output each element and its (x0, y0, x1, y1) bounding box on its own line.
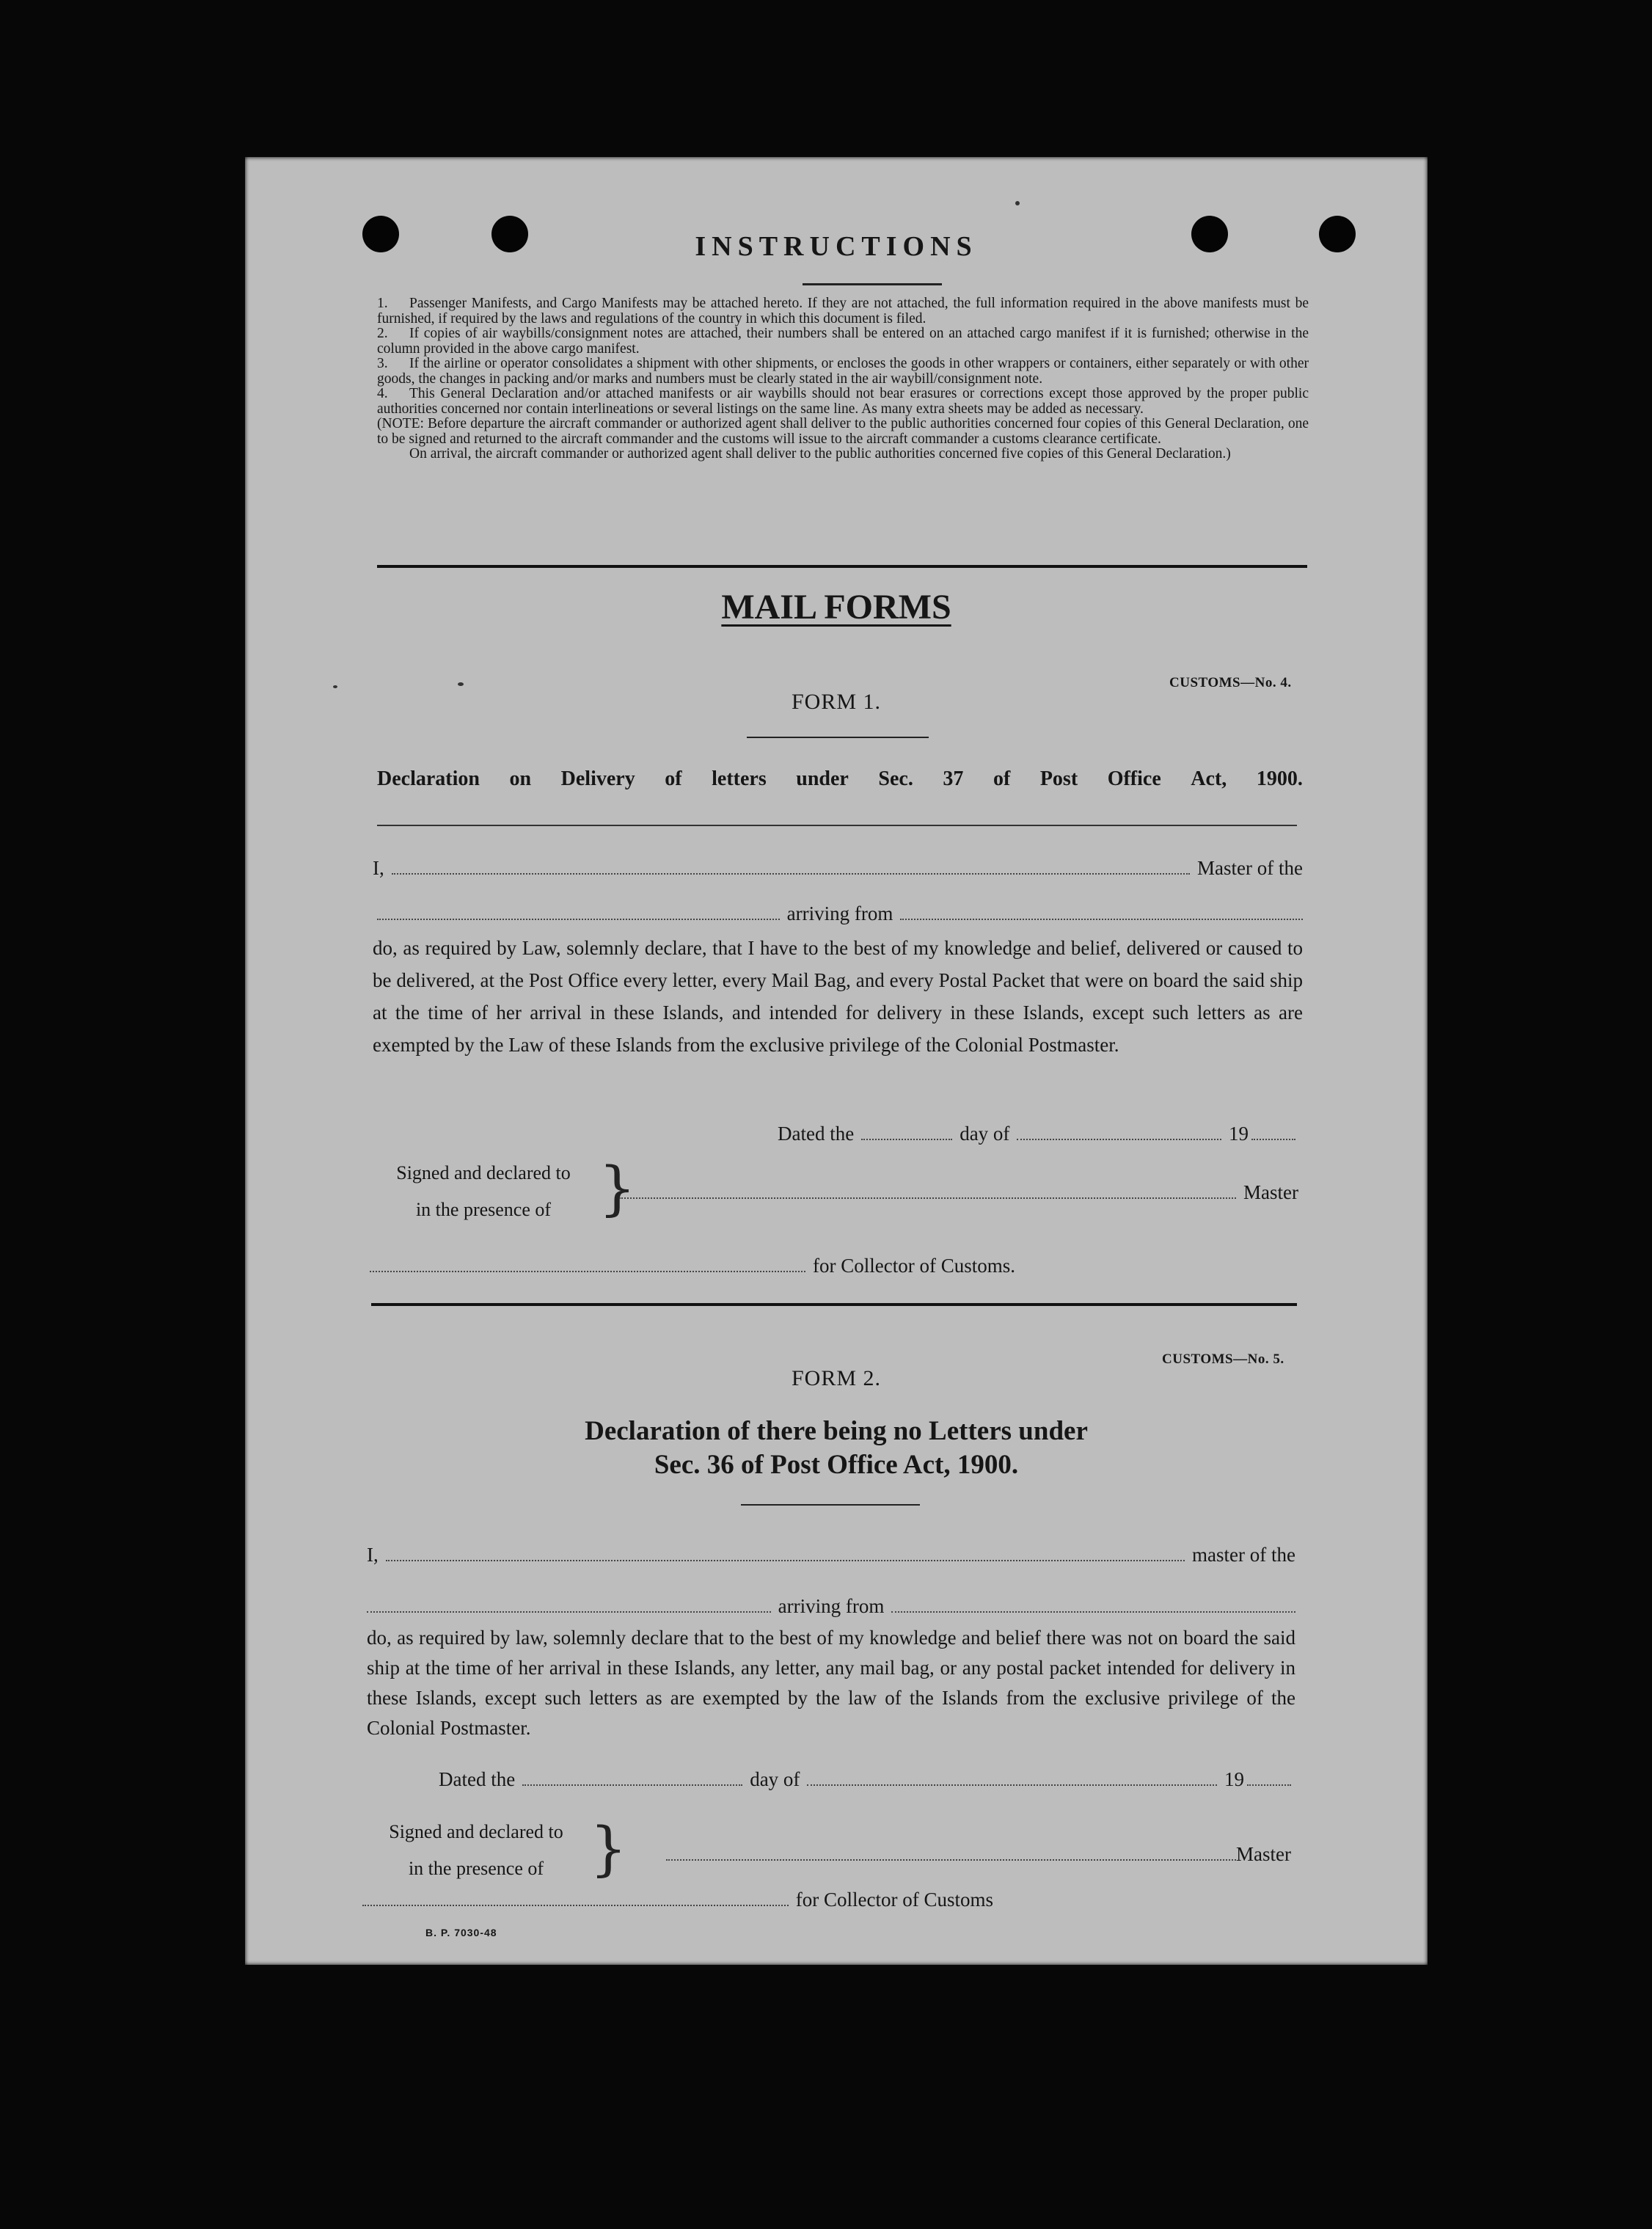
section-divider (377, 565, 1307, 568)
instruction-note-arrival: On arrival, the aircraft commander or authorized agent shall deliver to the public authorities concerned five copies of this General Declaration.) (409, 446, 1231, 462)
form1-declaration-heading: Declaration on Delivery of letters under Sec. 37 of Post Office Act, 1900. (377, 767, 1303, 790)
instruction-item: 4. This General Declaration and/or attached manifests or air waybills should not bear erasures or corrections except those approved by the proper public authorities concerned nor contain interlineations or several listings on the same line. As many extra sheets may be added as necessary. (377, 386, 1309, 417)
mail-forms-title: MAIL FORMS (721, 588, 951, 627)
master-name-field[interactable] (386, 1545, 1185, 1561)
dated-year-field[interactable] (1247, 1770, 1291, 1786)
form2-title-rule (741, 1504, 920, 1506)
dated-day-field[interactable] (522, 1770, 742, 1786)
instructions-underline (803, 283, 942, 285)
specks (333, 685, 337, 688)
specks (1015, 201, 1020, 205)
form1-master-signature-line: Master (612, 1181, 1298, 1204)
master-signature-field[interactable] (666, 1845, 1236, 1861)
collector-signature-field[interactable] (362, 1890, 789, 1906)
instructions-list (377, 296, 1309, 462)
brace: } (590, 1814, 627, 1883)
form1-customs-number: CUSTOMS—No. 4. (1169, 675, 1292, 690)
instruction-item: 1. Passenger Manifests, and Cargo Manifests may be attached hereto. If they are not attached, the full information required in the above manifests must be furnished, if required by the laws and regulations of the country in which this document is filed. (377, 296, 1309, 326)
ship-name-field[interactable] (377, 904, 780, 920)
form1-master-line: I, Master of the (373, 857, 1303, 879)
form1-title: FORM 1. (791, 690, 882, 714)
form2-signed-label: Signed and declared to in the presence of (389, 1821, 563, 1879)
master-signature-field[interactable] (619, 1183, 1236, 1199)
arriving-from-field[interactable] (900, 904, 1303, 920)
form1-title-rule (747, 737, 929, 738)
form2-dated-line: Dated the day of 19 (439, 1768, 1291, 1791)
form2-body: do, as required by law, solemnly declare that to the best of my knowledge and belief there was not on board the said ship at the time of her arrival in these Islands, any letter, any mail bag, or any postal packet intended for delivery in these Islands, except such letters as are exempted by the law of the Islands from the exclusive privilege of the Colonial Postmaster. (367, 1627, 1295, 1739)
form1-arriving-line: arriving from (377, 902, 1303, 925)
form2-customs-number: CUSTOMS—No. 5. (1162, 1351, 1284, 1367)
document-page (245, 157, 1428, 1965)
arriving-from-field[interactable] (891, 1597, 1295, 1613)
master-name-field[interactable] (392, 858, 1190, 875)
form1-signed-label: Signed and declared to in the presence of (396, 1162, 571, 1220)
dated-month-field[interactable] (1017, 1124, 1221, 1140)
form1-collector-line: for Collector of Customs. (370, 1255, 1015, 1277)
instruction-item: 3. If the airline or operator consolidates a shipment with other shipments, or encloses the goods in other wrappers or containers, either separately or with other goods, the changes in packing and/or marks and numbers must be clearly stated in the air waybill/consignment note. (377, 356, 1309, 387)
form1-dated-line: Dated the day of 19 (778, 1123, 1295, 1145)
form2-master-line: I, master of the (367, 1544, 1295, 1566)
form1-body: do, as required by Law, solemnly declare, that I have to the best of my knowledge and belief, delivered or caused to be delivered, at the Post Office every letter, every Mail Bag, and every Postal Packet that were on board the said ship at the time of her arrival in these Islands, and intended for delivery in these Islands, except such letters as are exempted by the Law of these Islands from the exclusive privilege of the Colonial Postmaster. (373, 937, 1303, 1056)
dated-day-field[interactable] (861, 1124, 952, 1140)
dated-month-field[interactable] (807, 1770, 1217, 1786)
form2-declaration-heading: Declaration of there being no Letters under Sec. 36 of Post Office Act, 1900. (585, 1416, 1088, 1480)
instruction-note: (NOTE: Before departure the aircraft commander or authorized agent shall deliver to the public authorities concerned four copies of this General Declaration, one to be signed and returned to the aircraft commander and the customs will issue to the aircraft commander a customs clearance certificate. (377, 416, 1309, 447)
instructions-title: INSTRUCTIONS (695, 231, 978, 262)
print-code: B. P. 7030-48 (425, 1927, 497, 1938)
dated-year-field[interactable] (1251, 1124, 1295, 1140)
form-divider (371, 1303, 1297, 1306)
form2-master-signature-line: Master (659, 1843, 1291, 1866)
ship-name-field[interactable] (367, 1597, 771, 1613)
form2-title: FORM 2. (791, 1366, 882, 1390)
form2-arriving-line: arriving from (367, 1595, 1295, 1618)
collector-signature-field[interactable] (370, 1256, 805, 1272)
form1-heading-rule (377, 825, 1297, 826)
instruction-item: 2. If copies of air waybills/consignment notes are attached, their numbers shall be entered on an attached cargo manifest if it is furnished; otherwise in the column provided in the above cargo manifest. (377, 326, 1309, 357)
brace: } (599, 1154, 636, 1222)
form2-collector-line: for Collector of Customs (362, 1889, 993, 1911)
specks (458, 682, 464, 686)
